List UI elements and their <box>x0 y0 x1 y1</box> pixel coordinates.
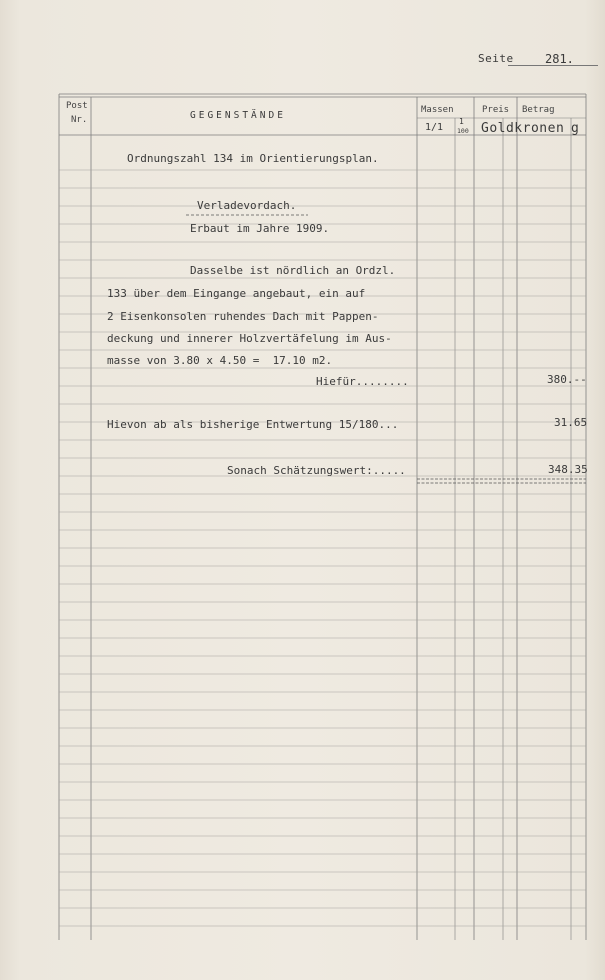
header-post: Post <box>66 101 88 111</box>
hievon-amount: 31.65 <box>554 416 588 429</box>
page-number: 281. <box>545 52 574 66</box>
header-currency: Goldkronen <box>481 121 565 136</box>
header-nr: Nr. <box>71 115 88 125</box>
hiefuer-amount: 380.-- <box>547 373 587 386</box>
sonach-amount: 348.35 <box>548 463 588 476</box>
header-gegenstaende: GEGENSTÄNDE <box>190 110 286 121</box>
hievon-label: Hievon ab als bisherige Entwertung 15/180... <box>107 418 399 431</box>
ordnungszahl-line: Ordnungszahl 134 im Orientierungsplan. <box>127 152 379 165</box>
erbaut-line: Erbaut im Jahre 1909. <box>190 222 330 235</box>
page-label: Seite <box>478 52 514 65</box>
header-massen-full: 1/1 <box>425 122 444 133</box>
header-massen: Massen <box>421 105 454 115</box>
description-line: deckung und innerer Holzvertäfelung im Aus- <box>107 332 392 345</box>
hiefuer-label: Hiefür........ <box>316 375 409 388</box>
description-line: 2 Eisenkonsolen ruhendes Dach mit Pappen- <box>107 310 379 323</box>
header-currency-suffix: g <box>571 121 580 136</box>
header-massen-frac-den: 100 <box>457 127 469 135</box>
header-massen-frac-num: 1 <box>459 117 464 126</box>
header-preis: Preis <box>482 105 510 115</box>
item-title: Verladevordach. <box>197 199 297 212</box>
sonach-label: Sonach Schätzungswert:..... <box>227 464 406 477</box>
header-betrag: Betrag <box>522 105 555 115</box>
description-line: masse von 3.80 x 4.50 = 17.10 m2. <box>107 354 333 367</box>
description-line: Dasselbe ist nördlich an Ordzl. <box>190 264 396 277</box>
description-line: 133 über dem Eingange angebaut, ein auf <box>107 287 366 300</box>
